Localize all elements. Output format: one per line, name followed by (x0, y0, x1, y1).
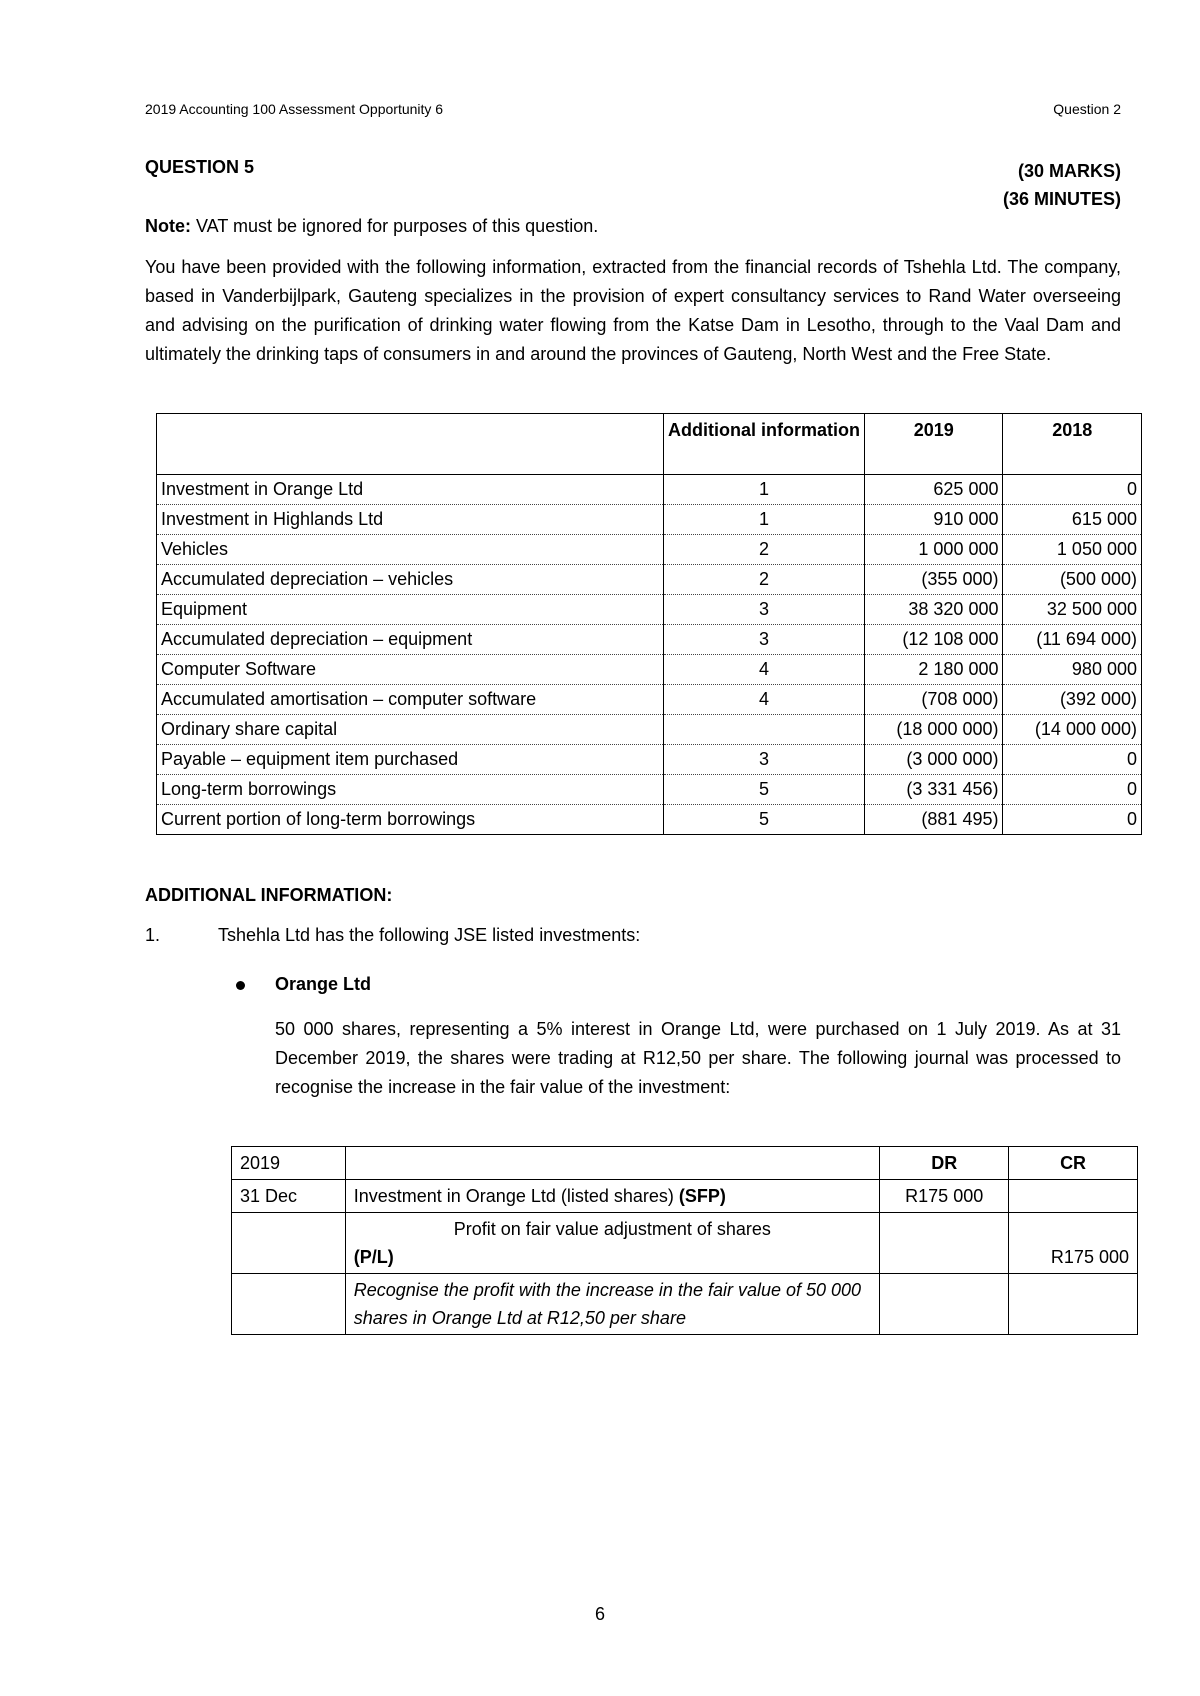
row-additional-info: 4 (664, 685, 865, 715)
journal-debit-account (345, 1180, 880, 1213)
journal-credit-date-empty (232, 1213, 346, 1274)
journal-debit-amount: R175 000 (880, 1180, 1009, 1213)
table-row (157, 505, 1142, 535)
table-row (157, 565, 1142, 595)
row-label: Investment in Orange Ltd (157, 475, 664, 505)
row-label: Investment in Highlands Ltd (157, 505, 664, 535)
row-value-2019: (3 000 000) (864, 745, 1003, 775)
journal-date: 31 Dec (232, 1180, 346, 1213)
journal-narration: Recognise the profit with the increase in the fair value of 50 000 shares in Orange Ltd at R12,50 per share (345, 1274, 880, 1335)
question-title: QUESTION 5 (145, 157, 255, 177)
financial-records-table (156, 413, 1142, 835)
journal-narration-row (232, 1274, 1138, 1335)
orange-ltd-paragraph: 50 000 shares, representing a 5% interest in Orange Ltd, were purchased on 1 July 2019. As at 31 December 2019, the shares were trading at R12,50 per share. The following journal was processed to recognise the increase in the fair value of the investment: (275, 1019, 1121, 1097)
row-value-2018: 0 (1003, 775, 1142, 805)
row-value-2018: (500 000) (1003, 565, 1142, 595)
row-value-2018: 32 500 000 (1003, 595, 1142, 625)
journal-credit-account (345, 1213, 880, 1274)
table-row (157, 715, 1142, 745)
row-value-2018: 980 000 (1003, 655, 1142, 685)
journal-narration-dr-empty (880, 1274, 1009, 1335)
row-label: Vehicles (157, 535, 664, 565)
credit-account-text: Profit on fair value adjustment of shares (453, 1219, 771, 1239)
header-cell-2019: 2019 (864, 414, 1003, 475)
row-label: Long-term borrowings (157, 775, 664, 805)
credit-account-tag (354, 1243, 872, 1271)
question-marks: (30 MARKS) (1017, 161, 1121, 181)
row-additional-info: 2 (664, 535, 865, 565)
journal-year: 2019 (232, 1147, 346, 1180)
row-value-2019: (18 000 000) (864, 715, 1003, 745)
vat-note (145, 216, 598, 237)
orange-ltd-heading: Orange Ltd (275, 974, 372, 994)
journal-credit-amount: R175 000 (1009, 1213, 1138, 1274)
row-value-2019: 1 000 000 (864, 535, 1003, 565)
table-row (157, 625, 1142, 655)
table-row (157, 595, 1142, 625)
intro-paragraph: You have been provided with the following information, extracted from the financial records of Tshehla Ltd. The company, based in Vanderbijlpark, Gauteng specializes in the provision of expert consultancy services to Rand Water overseeing and advising on the purification of drinking water flowing from the Katse Dam in Lesotho, through to the Vaal Dam and ultimately the drinking taps of consumers in and around the provinces of Gauteng, North West and the Free State. (145, 257, 1121, 364)
journal-credit-row (232, 1213, 1138, 1274)
row-additional-info: 1 (664, 475, 865, 505)
question-marks-block (1003, 157, 1121, 213)
row-value-2018: (392 000) (1003, 685, 1142, 715)
header-cell-2018: 2018 (1003, 414, 1142, 475)
row-value-2019: (881 495) (864, 805, 1003, 835)
row-label: Computer Software (157, 655, 664, 685)
row-label: Current portion of long-term borrowings (157, 805, 664, 835)
row-value-2018: 0 (1003, 745, 1142, 775)
header-cell-additional-info: Additional information (664, 414, 865, 475)
table-row (157, 775, 1142, 805)
row-value-2018: (11 694 000) (1003, 625, 1142, 655)
journal-header-row (232, 1147, 1138, 1180)
note-text: VAT must be ignored for purposes of this question. (191, 216, 599, 236)
item-number: 1. (145, 925, 161, 945)
row-value-2018: 615 000 (1003, 505, 1142, 535)
row-value-2018: 1 050 000 (1003, 535, 1142, 565)
note-label: Note: (145, 216, 191, 236)
item-text: Tshehla Ltd has the following JSE listed investments: (218, 925, 641, 945)
row-additional-info: 2 (664, 565, 865, 595)
row-label: Ordinary share capital (157, 715, 664, 745)
row-label: Accumulated depreciation – equipment (157, 625, 664, 655)
row-label: Accumulated depreciation – vehicles (157, 565, 664, 595)
row-value-2018: (14 000 000) (1003, 715, 1142, 745)
debit-account-tag: (SFP) (678, 1186, 726, 1206)
row-label: Accumulated amortisation – computer software (157, 685, 664, 715)
credit-tag-text: (P/L) (353, 1247, 394, 1267)
row-value-2019: 2 180 000 (864, 655, 1003, 685)
row-value-2018: 0 (1003, 805, 1142, 835)
row-additional-info: 3 (664, 595, 865, 625)
row-value-2019: 625 000 (864, 475, 1003, 505)
journal-credit-dr-empty (880, 1213, 1009, 1274)
table-body (157, 475, 1142, 835)
row-additional-info: 4 (664, 655, 865, 685)
row-value-2019: 38 320 000 (864, 595, 1003, 625)
row-additional-info: 5 (664, 775, 865, 805)
row-value-2019: (355 000) (864, 565, 1003, 595)
journal-dr-header: DR (880, 1147, 1009, 1180)
row-additional-info: 5 (664, 805, 865, 835)
table-row (157, 655, 1142, 685)
question-minutes: (36 MINUTES) (1002, 189, 1121, 209)
table-row (157, 475, 1142, 505)
table-row (157, 685, 1142, 715)
table-header-row (157, 414, 1142, 475)
row-additional-info (664, 715, 865, 745)
table-row (157, 745, 1142, 775)
header-cell-label (157, 414, 664, 475)
additional-info-title: ADDITIONAL INFORMATION: (145, 885, 393, 905)
journal-table (231, 1146, 1138, 1335)
journal-cr-header: CR (1009, 1147, 1138, 1180)
running-header-title: 2019 Accounting 100 Assessment Opportunity 6 (145, 101, 444, 117)
journal-account-header (345, 1147, 880, 1180)
row-additional-info: 3 (664, 625, 865, 655)
journal-debit-cr-empty (1009, 1180, 1138, 1213)
row-value-2019: (708 000) (864, 685, 1003, 715)
row-label: Equipment (157, 595, 664, 625)
running-header-question: Question 2 (1053, 101, 1121, 117)
debit-account-text: Investment in Orange Ltd (listed shares) (353, 1186, 679, 1206)
table-row (157, 535, 1142, 565)
journal-debit-row (232, 1180, 1138, 1213)
row-value-2018: 0 (1003, 475, 1142, 505)
table-row (157, 805, 1142, 835)
row-additional-info: 1 (664, 505, 865, 535)
journal-narration-cr-empty (1009, 1274, 1138, 1335)
journal-narration-date-empty (232, 1274, 346, 1335)
row-value-2019: (12 108 000 (864, 625, 1003, 655)
bullet-icon (236, 981, 245, 990)
row-value-2019: (3 331 456) (864, 775, 1003, 805)
row-value-2019: 910 000 (864, 505, 1003, 535)
row-additional-info: 3 (664, 745, 865, 775)
page-number: 6 (594, 1604, 605, 1624)
row-label: Payable – equipment item purchased (157, 745, 664, 775)
